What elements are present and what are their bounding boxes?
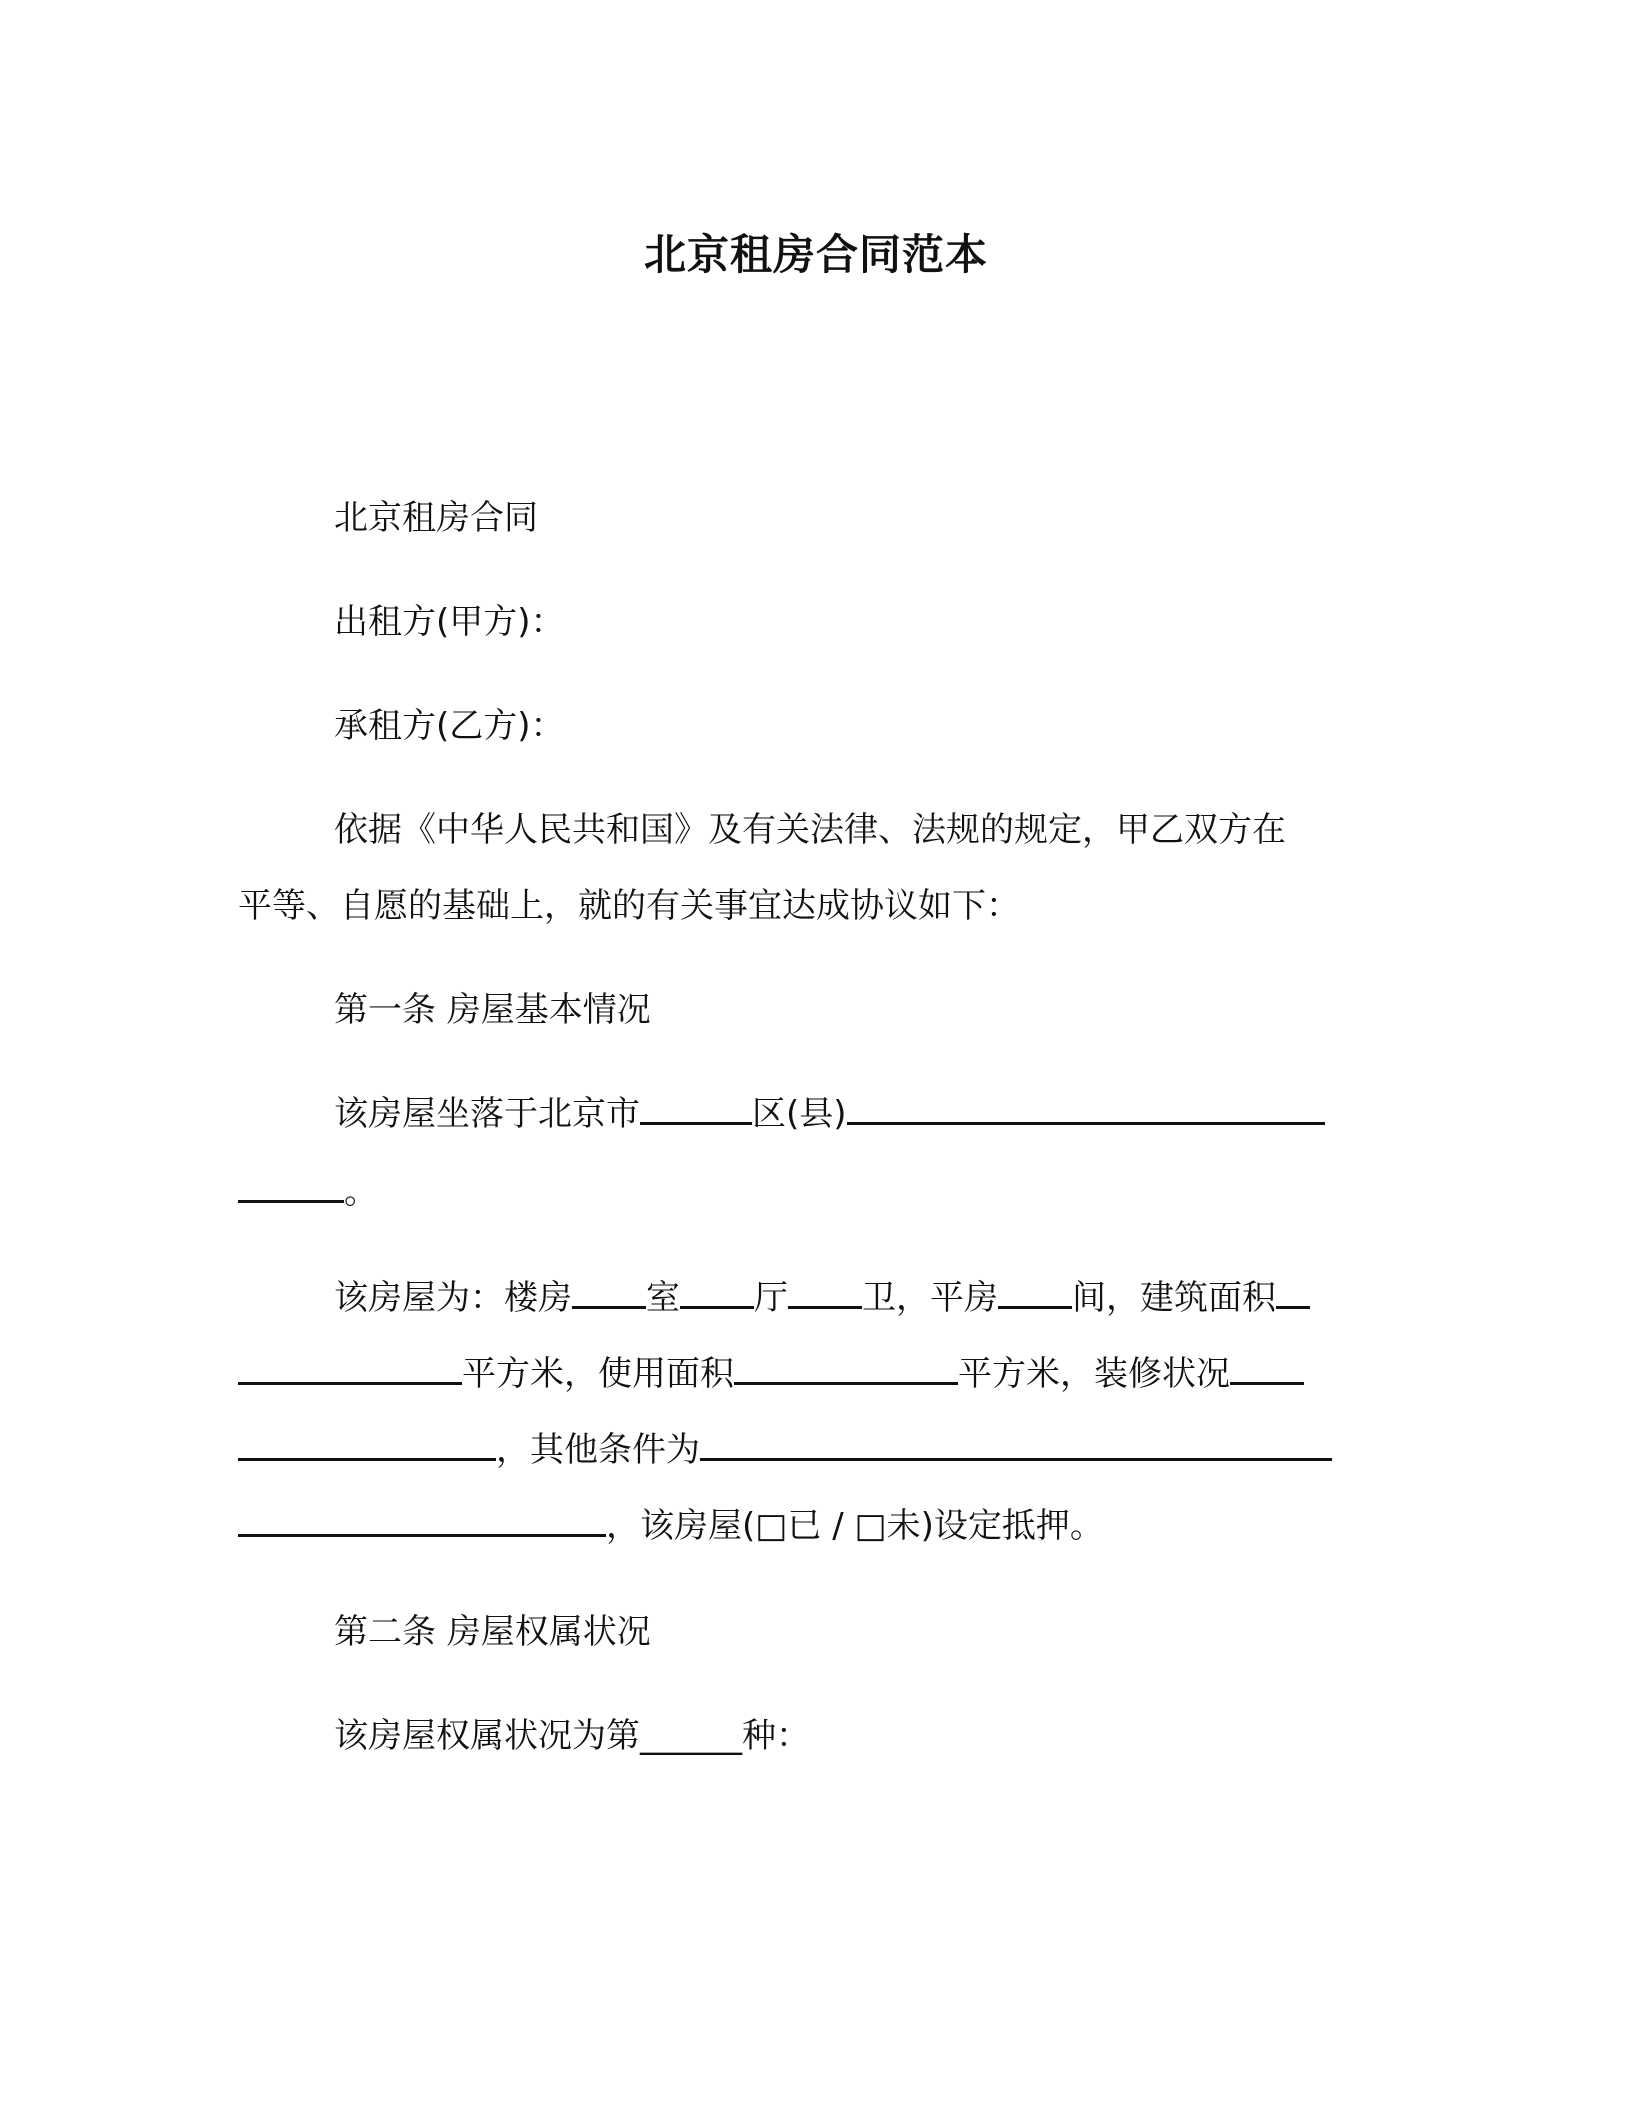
- preamble-line-1: 依据《中华人民共和国》及有关法律、法规的规定，甲乙双方在: [334, 810, 1286, 850]
- district-label: 区(县): [752, 1094, 847, 1134]
- document-title: 北京租房合同范本: [643, 230, 988, 279]
- location-line: [334, 1092, 1325, 1136]
- location-line-2: [238, 1170, 378, 1214]
- other-conditions-blank-cont[interactable]: [238, 1504, 606, 1537]
- house-spec-line-3: [238, 1428, 1332, 1472]
- decoration-blank[interactable]: [1230, 1352, 1304, 1385]
- building-area-blank-cont[interactable]: [238, 1352, 462, 1385]
- location-period: 。: [344, 1172, 378, 1212]
- other-conditions-blank[interactable]: [700, 1428, 1332, 1461]
- house-spec-line-1: [334, 1276, 1310, 1320]
- article-1-title: 第一条 房屋基本情况: [334, 990, 651, 1030]
- usable-area-blank[interactable]: [734, 1352, 958, 1385]
- location-prefix: 该房屋坐落于北京市: [334, 1094, 640, 1134]
- address-blank-cont[interactable]: [238, 1170, 344, 1203]
- address-blank[interactable]: [847, 1092, 1325, 1125]
- article-2-title: 第二条 房屋权属状况: [334, 1612, 651, 1652]
- decoration-blank-cont[interactable]: [238, 1428, 496, 1461]
- bungalow-count-blank[interactable]: [998, 1276, 1072, 1309]
- house-spec-line-4: [238, 1504, 1104, 1548]
- other-conditions-label: ，其他条件为: [496, 1430, 700, 1470]
- hall-label: 厅: [754, 1278, 788, 1318]
- ownership-label: 该房屋权属状况为第: [334, 1716, 640, 1756]
- ownership-end: 种：: [742, 1716, 810, 1756]
- lessor-line: 出租方(甲方)：: [334, 602, 565, 642]
- decoration-label: 平方米，装修状况: [958, 1354, 1230, 1394]
- contract-heading: 北京租房合同: [334, 498, 538, 538]
- bath-label: 卫，平房: [862, 1278, 998, 1318]
- building-area-blank[interactable]: [1276, 1276, 1310, 1309]
- ownership-blank[interactable]: ______: [640, 1716, 742, 1756]
- house-spec-line-2: [238, 1352, 1304, 1396]
- ownership-line: [334, 1714, 810, 1758]
- house-type-label: 该房屋为：楼房: [334, 1278, 572, 1318]
- lessee-line: 承租方(乙方)：: [334, 706, 565, 746]
- building-area-label: 间，建筑面积: [1072, 1278, 1276, 1318]
- usable-area-label: 平方米，使用面积: [462, 1354, 734, 1394]
- mortgage-text: ，该房屋(□已 / □未)设定抵押。: [606, 1506, 1104, 1546]
- preamble-line-2: 平等、自愿的基础上，就的有关事宜达成协议如下：: [238, 886, 1020, 926]
- room-label: 室: [646, 1278, 680, 1318]
- bath-count-blank[interactable]: [788, 1276, 862, 1309]
- room-count-blank[interactable]: [572, 1276, 646, 1309]
- hall-count-blank[interactable]: [680, 1276, 754, 1309]
- district-blank[interactable]: [640, 1092, 752, 1125]
